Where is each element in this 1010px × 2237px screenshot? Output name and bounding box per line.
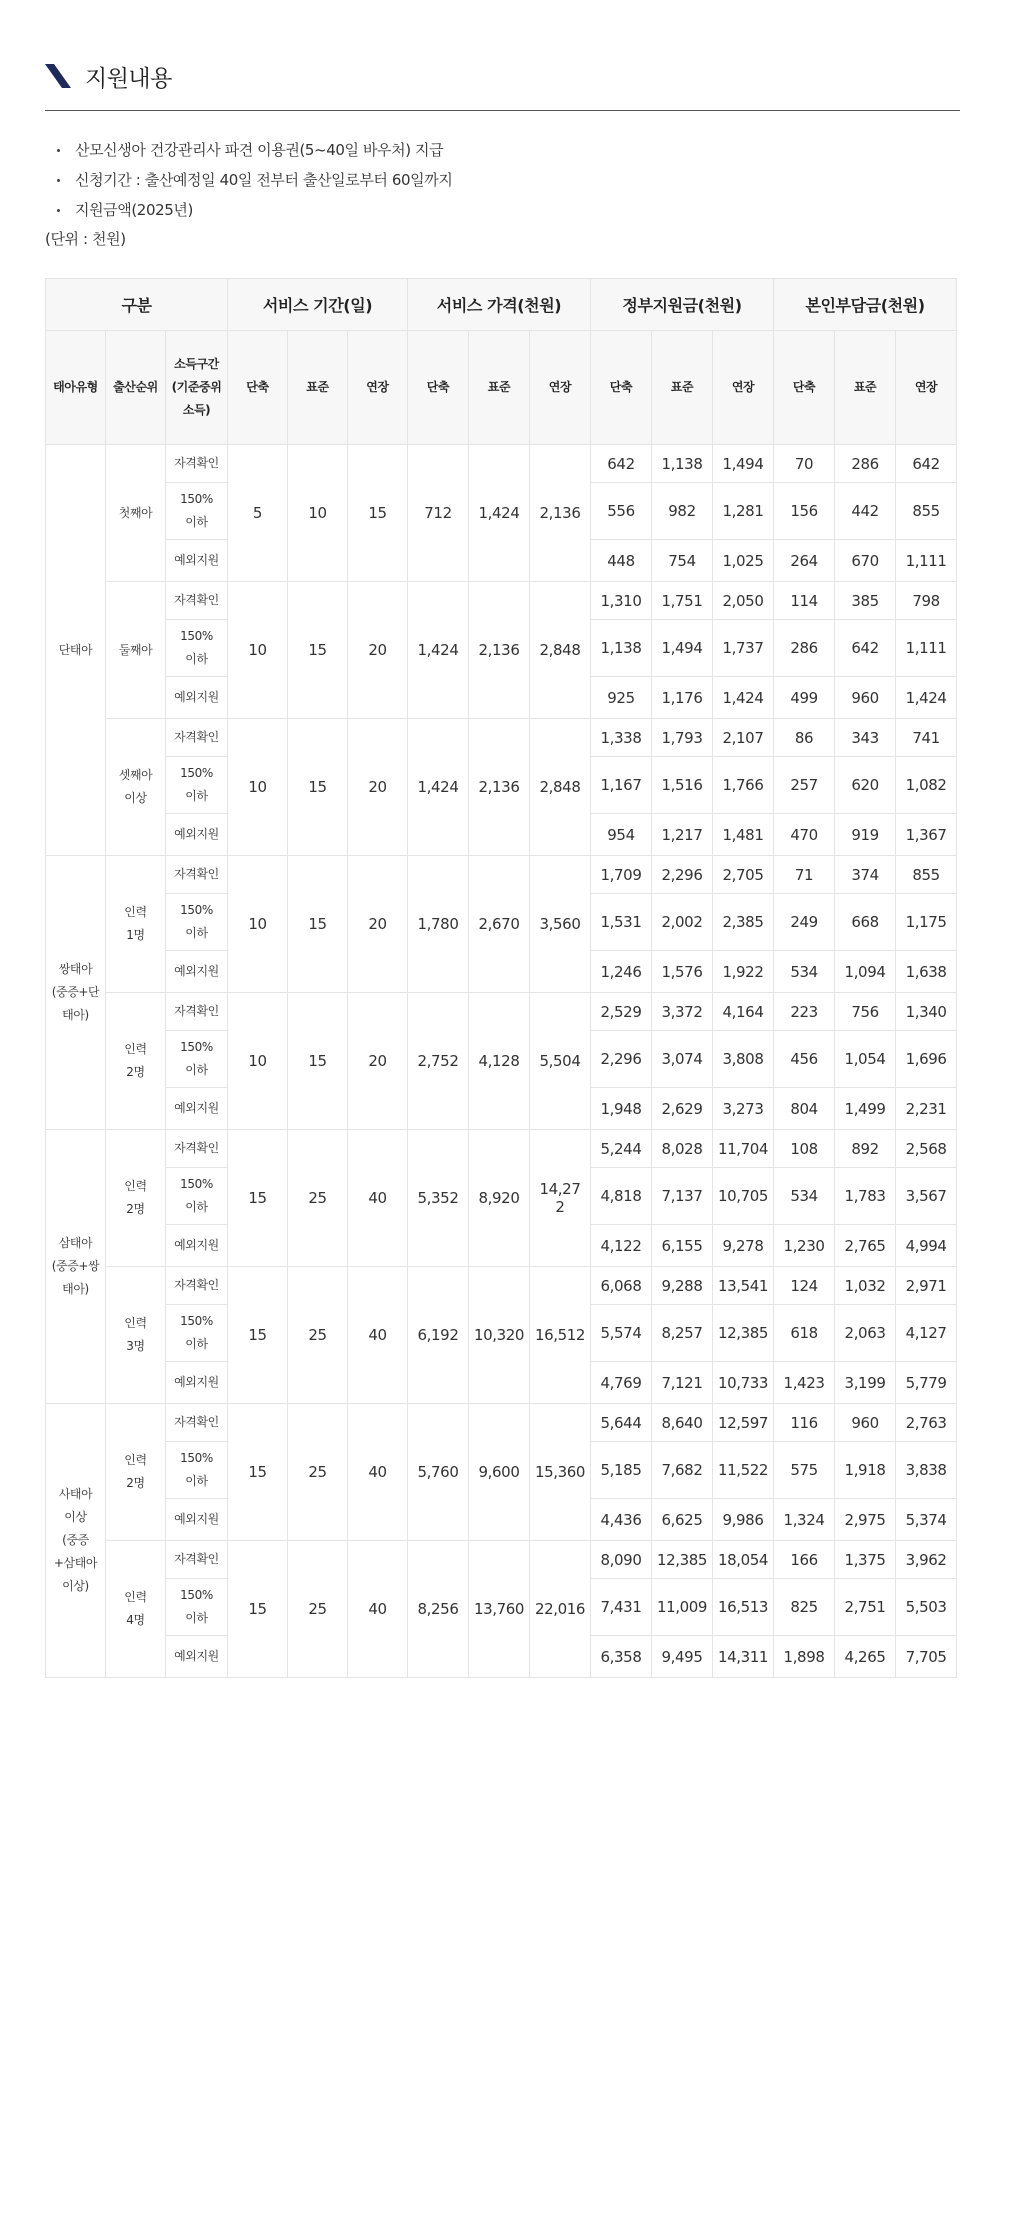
sub-header-cell: 출산순위 — [106, 331, 166, 445]
gov-support-cell: 1,948 — [591, 1088, 652, 1130]
self-pay-cell: 855 — [896, 856, 957, 894]
self-pay-cell: 1,111 — [896, 620, 957, 677]
gov-support-cell: 3,372 — [652, 993, 713, 1031]
self-pay-cell: 534 — [774, 1168, 835, 1225]
service-period-cell: 40 — [348, 1130, 408, 1267]
gov-support-cell: 6,068 — [591, 1267, 652, 1305]
self-pay-cell: 2,751 — [835, 1579, 896, 1636]
gov-support-cell: 1,922 — [713, 951, 774, 993]
gov-support-cell: 982 — [652, 483, 713, 540]
service-period-cell: 10 — [288, 445, 348, 582]
birth-order-cell: 셋째아 이상 — [106, 719, 166, 856]
unit-note: (단위 : 천원) — [45, 230, 126, 248]
income-tier-cell: 자격확인 — [166, 1404, 228, 1442]
self-pay-cell: 1,918 — [835, 1442, 896, 1499]
table-row — [46, 993, 957, 1031]
self-pay-cell: 2,231 — [896, 1088, 957, 1130]
gov-support-cell: 16,513 — [713, 1579, 774, 1636]
gov-support-cell: 13,541 — [713, 1267, 774, 1305]
gov-support-cell: 1,167 — [591, 757, 652, 814]
self-pay-cell: 960 — [835, 677, 896, 719]
income-tier-cell: 예외지원 — [166, 814, 228, 856]
gov-support-cell: 1,709 — [591, 856, 652, 894]
self-pay-cell: 575 — [774, 1442, 835, 1499]
birth-order-cell: 인력 2명 — [106, 1130, 166, 1267]
gov-support-cell: 3,808 — [713, 1031, 774, 1088]
service-price-cell: 1,424 — [408, 582, 469, 719]
self-pay-cell: 1,340 — [896, 993, 957, 1031]
gov-support-cell: 1,310 — [591, 582, 652, 620]
income-tier-cell: 예외지원 — [166, 1499, 228, 1541]
self-pay-cell: 3,567 — [896, 1168, 957, 1225]
info-item-amount: 지원금액(2025년) — [45, 195, 452, 225]
gov-support-cell: 1,246 — [591, 951, 652, 993]
gov-support-cell: 2,296 — [652, 856, 713, 894]
gov-support-cell: 4,818 — [591, 1168, 652, 1225]
gov-support-cell: 954 — [591, 814, 652, 856]
self-pay-cell: 223 — [774, 993, 835, 1031]
service-period-cell: 10 — [228, 856, 288, 993]
service-price-cell: 2,670 — [469, 856, 530, 993]
self-pay-cell: 124 — [774, 1267, 835, 1305]
service-price-cell: 712 — [408, 445, 469, 582]
service-price-cell: 5,352 — [408, 1130, 469, 1267]
self-pay-cell: 642 — [896, 445, 957, 483]
gov-support-cell: 12,385 — [652, 1541, 713, 1579]
self-pay-cell: 825 — [774, 1579, 835, 1636]
service-price-cell: 1,780 — [408, 856, 469, 993]
sub-header-cell: 연장 — [713, 331, 774, 445]
gov-support-cell: 2,002 — [652, 894, 713, 951]
self-pay-cell: 1,783 — [835, 1168, 896, 1225]
sub-header-cell: 표준 — [288, 331, 348, 445]
service-period-cell: 20 — [348, 856, 408, 993]
service-price-cell: 22,016 — [530, 1541, 591, 1678]
sub-header-cell: 연장 — [530, 331, 591, 445]
birth-order-cell: 인력 2명 — [106, 1404, 166, 1541]
gov-support-cell: 3,074 — [652, 1031, 713, 1088]
info-item-voucher: 산모신생아 건강관리사 파견 이용권(5~40일 바우처) 지급 — [45, 135, 452, 165]
self-pay-cell: 1,324 — [774, 1499, 835, 1541]
gov-support-cell: 925 — [591, 677, 652, 719]
service-price-cell: 16,512 — [530, 1267, 591, 1404]
self-pay-cell: 670 — [835, 540, 896, 582]
gov-support-cell: 7,431 — [591, 1579, 652, 1636]
self-pay-cell: 620 — [835, 757, 896, 814]
gov-support-cell: 8,090 — [591, 1541, 652, 1579]
gov-support-cell: 11,009 — [652, 1579, 713, 1636]
table-row — [46, 856, 957, 894]
service-price-cell: 1,424 — [408, 719, 469, 856]
service-period-cell: 20 — [348, 582, 408, 719]
self-pay-cell: 1,367 — [896, 814, 957, 856]
self-pay-cell: 1,638 — [896, 951, 957, 993]
table-row — [46, 582, 957, 620]
income-tier-cell: 자격확인 — [166, 993, 228, 1031]
gov-support-cell: 12,385 — [713, 1305, 774, 1362]
self-pay-cell: 1,499 — [835, 1088, 896, 1130]
birth-order-cell: 인력 1명 — [106, 856, 166, 993]
gov-support-cell: 4,436 — [591, 1499, 652, 1541]
self-pay-cell: 286 — [835, 445, 896, 483]
gov-support-cell: 5,244 — [591, 1130, 652, 1168]
gov-support-cell: 1,481 — [713, 814, 774, 856]
self-pay-cell: 798 — [896, 582, 957, 620]
self-pay-cell: 855 — [896, 483, 957, 540]
self-pay-cell: 3,838 — [896, 1442, 957, 1499]
income-tier-cell: 자격확인 — [166, 719, 228, 757]
income-tier-cell: 예외지원 — [166, 1362, 228, 1404]
gov-support-cell: 1,217 — [652, 814, 713, 856]
income-tier-cell: 150% 이하 — [166, 1168, 228, 1225]
gov-support-cell: 556 — [591, 483, 652, 540]
gov-support-cell: 12,597 — [713, 1404, 774, 1442]
gov-support-cell: 3,273 — [713, 1088, 774, 1130]
self-pay-cell: 116 — [774, 1404, 835, 1442]
gov-support-cell: 1,793 — [652, 719, 713, 757]
service-period-cell: 10 — [228, 719, 288, 856]
gov-support-cell: 2,296 — [591, 1031, 652, 1088]
self-pay-cell: 919 — [835, 814, 896, 856]
gov-support-cell: 1,751 — [652, 582, 713, 620]
gov-support-cell: 1,138 — [652, 445, 713, 483]
gov-support-cell: 1,138 — [591, 620, 652, 677]
income-tier-cell: 예외지원 — [166, 951, 228, 993]
service-price-cell: 6,192 — [408, 1267, 469, 1404]
self-pay-cell: 264 — [774, 540, 835, 582]
income-tier-cell: 150% 이하 — [166, 483, 228, 540]
gov-support-cell: 448 — [591, 540, 652, 582]
self-pay-cell: 1,094 — [835, 951, 896, 993]
income-tier-cell: 150% 이하 — [166, 620, 228, 677]
service-price-cell: 2,752 — [408, 993, 469, 1130]
gov-support-cell: 2,385 — [713, 894, 774, 951]
self-pay-cell: 1,423 — [774, 1362, 835, 1404]
gov-support-cell: 1,176 — [652, 677, 713, 719]
self-pay-cell: 2,765 — [835, 1225, 896, 1267]
income-tier-cell: 150% 이하 — [166, 1579, 228, 1636]
self-pay-cell: 1,054 — [835, 1031, 896, 1088]
self-pay-header: 본인부담금(천원) — [774, 279, 957, 331]
self-pay-cell: 804 — [774, 1088, 835, 1130]
income-tier-cell: 150% 이하 — [166, 1442, 228, 1499]
self-pay-cell: 114 — [774, 582, 835, 620]
gov-support-cell: 8,028 — [652, 1130, 713, 1168]
service-price-cell: 8,256 — [408, 1541, 469, 1678]
service-price-header: 서비스 가격(천원) — [408, 279, 591, 331]
table-row — [46, 1404, 957, 1442]
self-pay-cell: 7,705 — [896, 1636, 957, 1678]
gov-support-cell: 1,338 — [591, 719, 652, 757]
gov-support-cell: 10,705 — [713, 1168, 774, 1225]
service-period-header: 서비스 기간(일) — [228, 279, 408, 331]
gov-support-cell: 6,155 — [652, 1225, 713, 1267]
gov-support-cell: 9,288 — [652, 1267, 713, 1305]
self-pay-cell: 1,111 — [896, 540, 957, 582]
income-tier-cell: 자격확인 — [166, 1541, 228, 1579]
self-pay-cell: 3,199 — [835, 1362, 896, 1404]
self-pay-cell: 71 — [774, 856, 835, 894]
sub-header-cell: 태아유형 — [46, 331, 106, 445]
group-header-row — [46, 279, 957, 331]
self-pay-cell: 286 — [774, 620, 835, 677]
fetal-type-cell: 쌍태아 (중증+단 태아) — [46, 856, 106, 1130]
self-pay-cell: 1,898 — [774, 1636, 835, 1678]
service-period-cell: 40 — [348, 1541, 408, 1678]
gov-support-cell: 2,629 — [652, 1088, 713, 1130]
gov-support-cell: 18,054 — [713, 1541, 774, 1579]
gov-support-header: 정부지원금(천원) — [591, 279, 774, 331]
self-pay-cell: 1,424 — [896, 677, 957, 719]
category-header: 구분 — [46, 279, 228, 331]
birth-order-cell: 인력 4명 — [106, 1541, 166, 1678]
sub-header-cell: 단축 — [408, 331, 469, 445]
service-period-cell: 20 — [348, 719, 408, 856]
income-tier-cell: 예외지원 — [166, 540, 228, 582]
self-pay-cell: 343 — [835, 719, 896, 757]
self-pay-cell: 668 — [835, 894, 896, 951]
sub-header-cell: 연장 — [348, 331, 408, 445]
birth-order-cell: 인력 3명 — [106, 1267, 166, 1404]
sub-header-cell: 소득구간 (기준중위 소득) — [166, 331, 228, 445]
service-period-cell: 15 — [348, 445, 408, 582]
service-price-cell: 15,360 — [530, 1404, 591, 1541]
section-header — [45, 56, 172, 96]
self-pay-cell: 1,230 — [774, 1225, 835, 1267]
self-pay-cell: 2,971 — [896, 1267, 957, 1305]
self-pay-cell: 4,994 — [896, 1225, 957, 1267]
service-period-cell: 15 — [228, 1404, 288, 1541]
gov-support-cell: 1,494 — [652, 620, 713, 677]
gov-support-cell: 754 — [652, 540, 713, 582]
self-pay-cell: 2,975 — [835, 1499, 896, 1541]
gov-support-cell: 7,121 — [652, 1362, 713, 1404]
self-pay-cell: 5,374 — [896, 1499, 957, 1541]
gov-support-cell: 6,358 — [591, 1636, 652, 1678]
gov-support-cell: 2,705 — [713, 856, 774, 894]
gov-support-cell: 11,522 — [713, 1442, 774, 1499]
self-pay-cell: 3,962 — [896, 1541, 957, 1579]
gov-support-cell: 5,644 — [591, 1404, 652, 1442]
gov-support-cell: 6,625 — [652, 1499, 713, 1541]
service-period-cell: 15 — [288, 993, 348, 1130]
service-price-cell: 2,136 — [530, 445, 591, 582]
service-period-cell: 15 — [228, 1541, 288, 1678]
self-pay-cell: 70 — [774, 445, 835, 483]
gov-support-cell: 7,137 — [652, 1168, 713, 1225]
income-tier-cell: 예외지원 — [166, 677, 228, 719]
income-tier-cell: 150% 이하 — [166, 894, 228, 951]
service-period-cell: 20 — [348, 993, 408, 1130]
self-pay-cell: 374 — [835, 856, 896, 894]
service-price-cell: 2,848 — [530, 582, 591, 719]
self-pay-cell: 257 — [774, 757, 835, 814]
table-row — [46, 445, 957, 483]
service-period-cell: 25 — [288, 1267, 348, 1404]
self-pay-cell: 442 — [835, 483, 896, 540]
income-tier-cell: 자격확인 — [166, 582, 228, 620]
gov-support-cell: 5,574 — [591, 1305, 652, 1362]
service-price-cell: 8,920 — [469, 1130, 530, 1267]
income-tier-cell: 150% 이하 — [166, 757, 228, 814]
sub-header-cell: 단축 — [774, 331, 835, 445]
service-price-cell: 4,128 — [469, 993, 530, 1130]
gov-support-cell: 9,986 — [713, 1499, 774, 1541]
gov-support-cell: 8,257 — [652, 1305, 713, 1362]
self-pay-cell: 1,082 — [896, 757, 957, 814]
gov-support-cell: 11,704 — [713, 1130, 774, 1168]
income-tier-cell: 예외지원 — [166, 1088, 228, 1130]
gov-support-cell: 1,766 — [713, 757, 774, 814]
self-pay-cell: 534 — [774, 951, 835, 993]
self-pay-cell: 1,696 — [896, 1031, 957, 1088]
service-price-cell: 5,760 — [408, 1404, 469, 1541]
gov-support-cell: 1,025 — [713, 540, 774, 582]
self-pay-cell: 108 — [774, 1130, 835, 1168]
self-pay-cell: 960 — [835, 1404, 896, 1442]
support-amount-table — [45, 278, 957, 1678]
income-tier-cell: 150% 이하 — [166, 1305, 228, 1362]
service-period-cell: 25 — [288, 1130, 348, 1267]
self-pay-cell: 2,568 — [896, 1130, 957, 1168]
service-price-cell: 2,136 — [469, 582, 530, 719]
service-price-cell: 2,848 — [530, 719, 591, 856]
self-pay-cell: 249 — [774, 894, 835, 951]
gov-support-cell: 1,737 — [713, 620, 774, 677]
gov-support-cell: 2,050 — [713, 582, 774, 620]
gov-support-cell: 14,311 — [713, 1636, 774, 1678]
gov-support-cell: 2,529 — [591, 993, 652, 1031]
self-pay-cell: 642 — [835, 620, 896, 677]
service-period-cell: 40 — [348, 1404, 408, 1541]
self-pay-cell: 756 — [835, 993, 896, 1031]
self-pay-cell: 2,063 — [835, 1305, 896, 1362]
self-pay-cell: 4,265 — [835, 1636, 896, 1678]
sub-header-cell: 단축 — [228, 331, 288, 445]
self-pay-cell: 4,127 — [896, 1305, 957, 1362]
gov-support-cell: 642 — [591, 445, 652, 483]
service-period-cell: 15 — [228, 1267, 288, 1404]
self-pay-cell: 5,779 — [896, 1362, 957, 1404]
sub-header-row — [46, 331, 957, 445]
gov-support-cell: 5,185 — [591, 1442, 652, 1499]
service-price-cell: 1,424 — [469, 445, 530, 582]
income-tier-cell: 예외지원 — [166, 1225, 228, 1267]
fetal-type-cell: 삼태아 (중증+쌍 태아) — [46, 1130, 106, 1404]
service-period-cell: 10 — [228, 582, 288, 719]
service-period-cell: 25 — [288, 1541, 348, 1678]
sub-header-cell: 연장 — [896, 331, 957, 445]
self-pay-cell: 470 — [774, 814, 835, 856]
self-pay-cell: 456 — [774, 1031, 835, 1088]
service-period-cell: 15 — [288, 582, 348, 719]
gov-support-cell: 1,531 — [591, 894, 652, 951]
info-list — [45, 135, 452, 225]
service-price-cell: 14,27 2 — [530, 1130, 591, 1267]
sub-header-cell: 표준 — [469, 331, 530, 445]
income-tier-cell: 자격확인 — [166, 445, 228, 483]
gov-support-cell: 8,640 — [652, 1404, 713, 1442]
gov-support-cell: 10,733 — [713, 1362, 774, 1404]
table-row — [46, 1267, 957, 1305]
service-price-cell: 10,320 — [469, 1267, 530, 1404]
table-body — [46, 445, 957, 1678]
birth-order-cell: 인력 2명 — [106, 993, 166, 1130]
service-period-cell: 15 — [228, 1130, 288, 1267]
self-pay-cell: 499 — [774, 677, 835, 719]
service-period-cell: 40 — [348, 1267, 408, 1404]
birth-order-cell: 둘째아 — [106, 582, 166, 719]
slash-mark-icon — [45, 64, 71, 88]
self-pay-cell: 1,175 — [896, 894, 957, 951]
gov-support-cell: 9,278 — [713, 1225, 774, 1267]
self-pay-cell: 1,032 — [835, 1267, 896, 1305]
title-divider — [45, 110, 960, 111]
service-period-cell: 5 — [228, 445, 288, 582]
self-pay-cell: 618 — [774, 1305, 835, 1362]
service-price-cell: 13,760 — [469, 1541, 530, 1678]
self-pay-cell: 1,375 — [835, 1541, 896, 1579]
service-price-cell: 9,600 — [469, 1404, 530, 1541]
table-row — [46, 1130, 957, 1168]
income-tier-cell: 150% 이하 — [166, 1031, 228, 1088]
self-pay-cell: 385 — [835, 582, 896, 620]
service-period-cell: 10 — [228, 993, 288, 1130]
table-row — [46, 719, 957, 757]
income-tier-cell: 자격확인 — [166, 1130, 228, 1168]
gov-support-cell: 2,107 — [713, 719, 774, 757]
fetal-type-cell: 단태아 — [46, 445, 106, 856]
gov-support-cell: 1,281 — [713, 483, 774, 540]
service-price-cell: 2,136 — [469, 719, 530, 856]
service-period-cell: 15 — [288, 856, 348, 993]
self-pay-cell: 741 — [896, 719, 957, 757]
service-price-cell: 5,504 — [530, 993, 591, 1130]
gov-support-cell: 7,682 — [652, 1442, 713, 1499]
gov-support-cell: 4,122 — [591, 1225, 652, 1267]
service-price-cell: 3,560 — [530, 856, 591, 993]
sub-header-cell: 단축 — [591, 331, 652, 445]
self-pay-cell: 156 — [774, 483, 835, 540]
gov-support-cell: 1,576 — [652, 951, 713, 993]
self-pay-cell: 166 — [774, 1541, 835, 1579]
gov-support-cell: 1,494 — [713, 445, 774, 483]
self-pay-cell: 86 — [774, 719, 835, 757]
section-title: 지원내용 — [85, 65, 172, 92]
service-period-cell: 25 — [288, 1404, 348, 1541]
gov-support-cell: 1,516 — [652, 757, 713, 814]
gov-support-cell: 1,424 — [713, 677, 774, 719]
info-item-period: 신청기간 : 출산예정일 40일 전부터 출산일로부터 60일까지 — [45, 165, 452, 195]
gov-support-cell: 4,769 — [591, 1362, 652, 1404]
income-tier-cell: 자격확인 — [166, 856, 228, 894]
self-pay-cell: 892 — [835, 1130, 896, 1168]
service-period-cell: 15 — [288, 719, 348, 856]
income-tier-cell: 자격확인 — [166, 1267, 228, 1305]
fetal-type-cell: 사태아 이상 (중증 +삼태아 이상) — [46, 1404, 106, 1678]
self-pay-cell: 2,763 — [896, 1404, 957, 1442]
income-tier-cell: 예외지원 — [166, 1636, 228, 1678]
self-pay-cell: 5,503 — [896, 1579, 957, 1636]
birth-order-cell: 첫째아 — [106, 445, 166, 582]
table-row — [46, 1541, 957, 1579]
sub-header-cell: 표준 — [835, 331, 896, 445]
gov-support-cell: 4,164 — [713, 993, 774, 1031]
gov-support-cell: 9,495 — [652, 1636, 713, 1678]
sub-header-cell: 표준 — [652, 331, 713, 445]
